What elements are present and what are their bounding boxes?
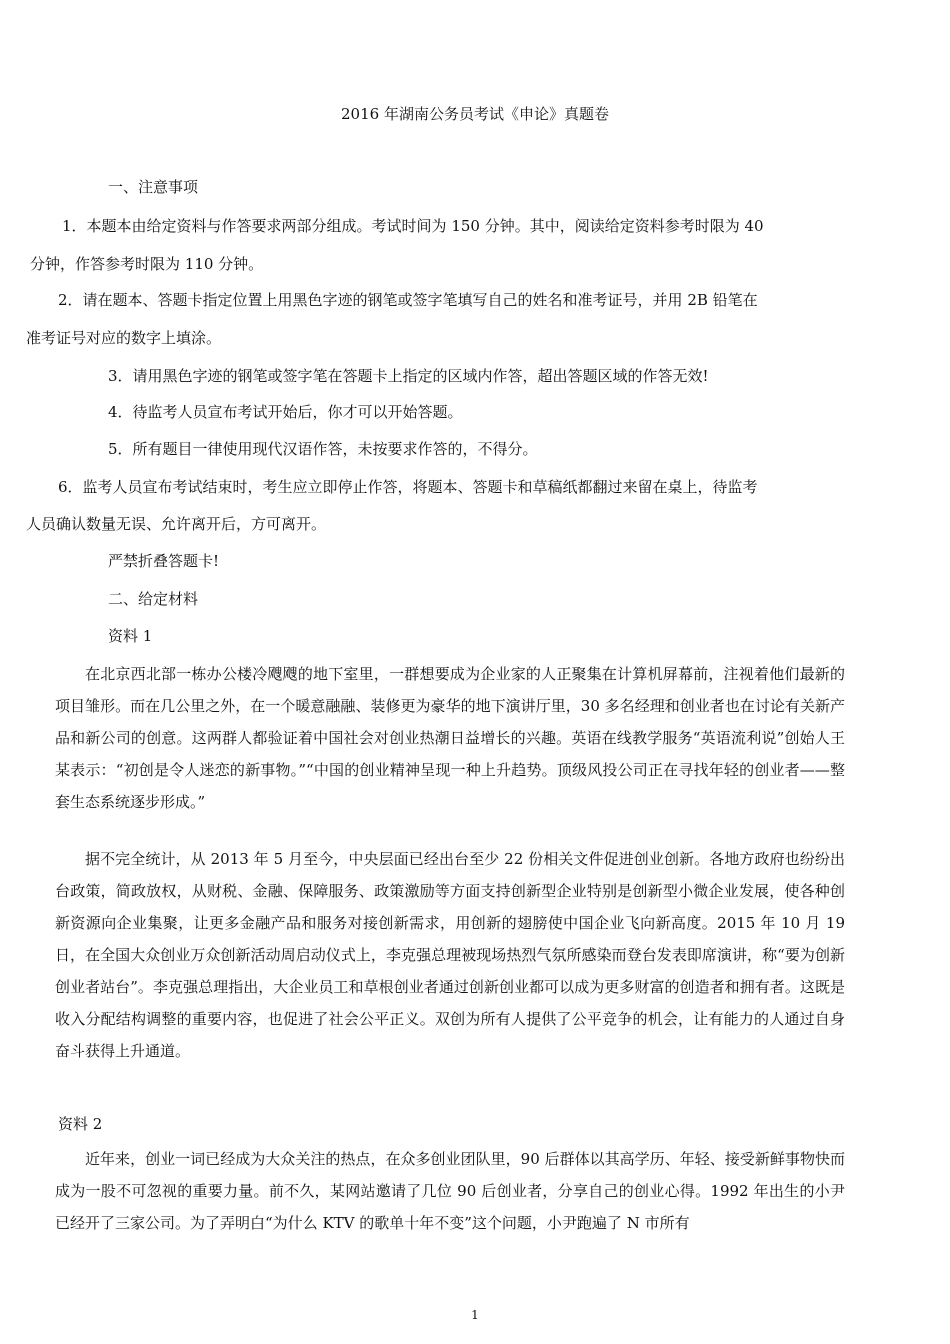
material-2-label: 资料 2 [58, 1115, 103, 1133]
note-1-line-2: 分钟，作答参考时限为 110 分钟。 [30, 255, 264, 273]
material-1-paragraph-2: 据不完全统计，从 2013 年 5 月至今，中央层面已经出台至少 22 份相关文件促进创业创新。各地方政府也纷纷出台政策，简政放权，从财税、金融、保障服务、政策激励等方面支持创新型企业特别是创新型小微企业发展，使各种创新资源向企业集聚，让更多金融产品和服务对接创新需求，用创新的翅膀使中国企业飞向新高度。2015 年 10 月 19 日，在全国大众创业万众创新活动周启动仪式上，李克强总理被现场热烈气氛所感染而登台发表即席演讲，称“要为创新创业者站台”。李克强总理指出，大企业员工和草根创业者通过创新创业都可以成为更多财富的创造者和拥有者。这既是收入分配结构调整的重要内容，也促进了社会公平正义。双创为所有人提供了公平竞争的机会，让有能力的人通过自身奋斗获得上升通道。 [55, 850, 845, 1060]
material-1-label: 资料 1 [108, 627, 153, 645]
note-6-line-1: 6．监考人员宣布考试结束时，考生应立即停止作答，将题本、答题卡和草稿纸都翻过来留在桌上，待监考 [58, 478, 758, 496]
note-4: 4．待监考人员宣布考试开始后，你才可以开始答题。 [108, 403, 463, 421]
material-2-paragraph-1: 近年来，创业一词已经成为大众关注的热点，在众多创业团队里，90 后群体以其高学历、年轻、接受新鲜事物快而成为一股不可忽视的重要力量。前不久，某网站邀请了几位 90 后创业者，分享自己的创业心得。1992 年出生的小尹已经开了三家公司。为了弄明白“为什么 KTV 的歌单十年不变”这个问题，小尹跑遍了 N 市所有 [55, 1150, 845, 1232]
note-6-line-2: 人员确认数量无误、允许离开后，方可离开。 [26, 515, 327, 533]
note-2-line-1: 2．请在题本、答题卡指定位置上用黑色字迹的钢笔或签字笔填写自己的姓名和准考证号，并用 2B 铅笔在 [58, 291, 758, 309]
note-2-line-2: 准考证号对应的数字上填涂。 [26, 329, 222, 347]
note-5: 5．所有题目一律使用现代汉语作答，未按要求作答的，不得分。 [108, 440, 538, 458]
material-1-paragraph-1: 在北京西北部一栋办公楼冷飕飕的地下室里，一群想要成为企业家的人正聚集在计算机屏幕前，注视着他们最新的项目雏形。而在几公里之外，在一个暖意融融、装修更为豪华的地下演讲厅里，30 多名经理和创业者也在讨论有关新产品和新公司的创意。这两群人都验证着中国社会对创业热潮日益增长的兴趣。英语在线教学服务“英语流利说”创始人王某表示：“初创是令人迷恋的新事物。”“中国的创业精神呈现一种上升趋势。顶级风投公司正在寻找年轻的创业者——整套生态系统逐步形成。” [55, 665, 845, 811]
note-3: 3．请用黑色字迹的钢笔或签字笔在答题卡上指定的区域内作答，超出答题区域的作答无效! [108, 367, 709, 385]
page-number: 1 [471, 1308, 479, 1322]
document-title: 2016 年湖南公务员考试《申论》真题卷 [341, 105, 609, 123]
section-heading-materials: 二、给定材料 [108, 590, 199, 608]
warning-text: 严禁折叠答题卡! [108, 552, 220, 570]
section-heading-notes: 一、注意事项 [108, 178, 199, 196]
note-1-line-1: 1．本题本由给定资料与作答要求两部分组成。考试时间为 150 分钟。其中，阅读给定资料参考时限为 40 [62, 217, 764, 235]
